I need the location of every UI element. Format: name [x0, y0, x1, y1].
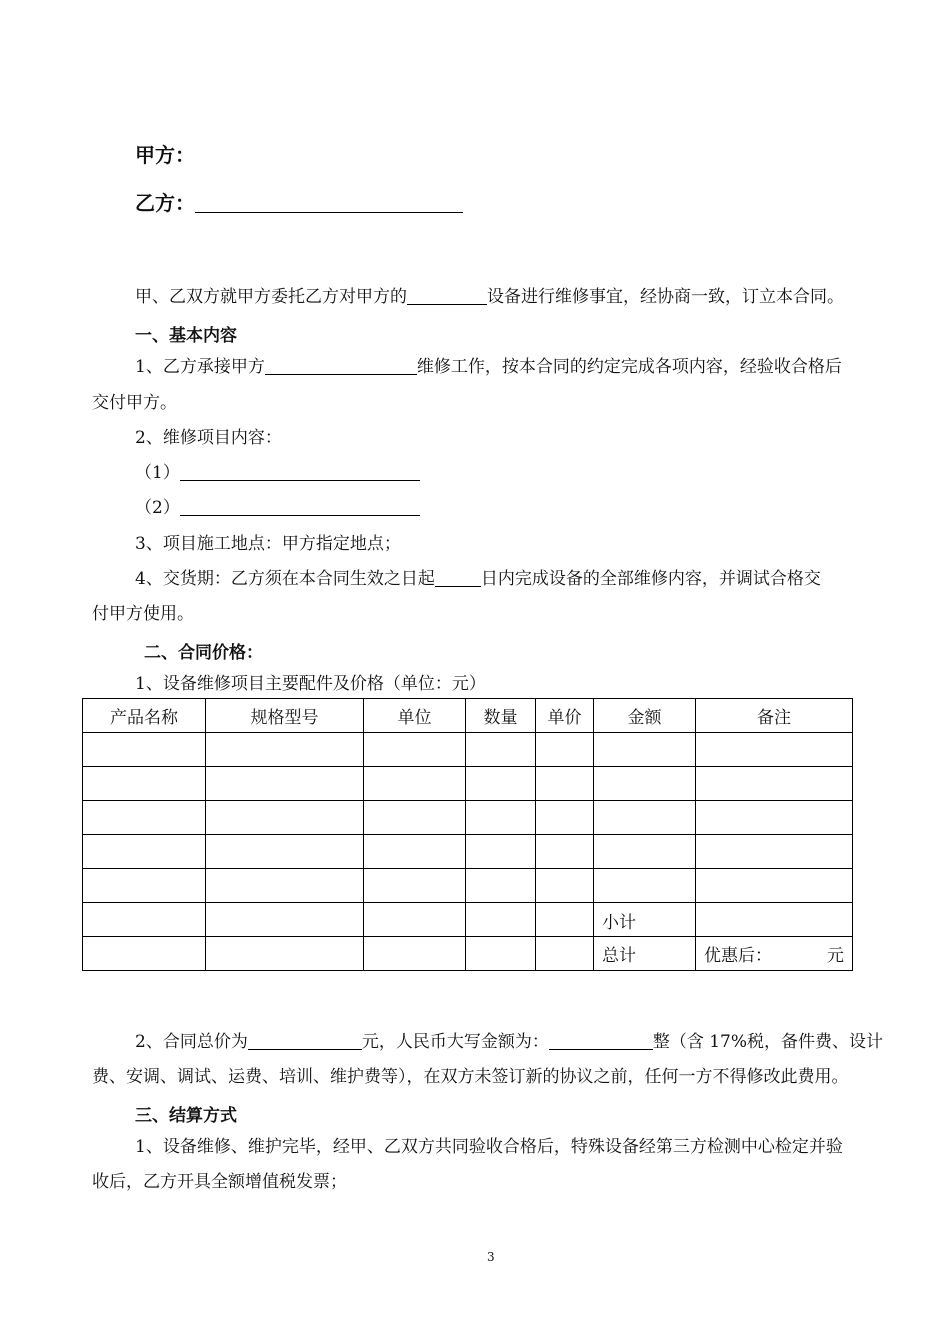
total-label: 总计 — [594, 937, 696, 971]
table-cell[interactable] — [364, 937, 466, 971]
table-cell[interactable] — [83, 937, 206, 971]
header-model: 规格型号 — [206, 699, 364, 733]
section1-item3: 3、项目施工地点：甲方指定地点； — [135, 534, 401, 554]
table-cell[interactable] — [466, 903, 536, 937]
table-cell[interactable] — [206, 767, 364, 801]
table-cell[interactable] — [696, 733, 853, 767]
intro-text-2: 设备进行维修事宜，经协商一致，订立本合同。 — [487, 287, 844, 307]
intro-text-1: 甲、乙双方就甲方委托乙方对甲方的 — [135, 287, 407, 307]
section2-item2-cont: 费、安调、调试、运费、培训、维护费等），在双方未签订新的协议之前，任何一方不得修改此费用。 — [92, 1067, 849, 1087]
table-cell[interactable] — [466, 733, 536, 767]
table-cell[interactable] — [536, 937, 594, 971]
table-cell[interactable] — [536, 733, 594, 767]
section1-item1 — [135, 350, 842, 384]
section1-item2: 2、维修项目内容： — [135, 428, 282, 448]
intro-paragraph — [135, 280, 844, 314]
subtotal-label: 小计 — [594, 903, 696, 937]
total-text-3: 整（含 17%税，备件费、设计 — [652, 1032, 884, 1052]
table-cell[interactable] — [364, 835, 466, 869]
table-cell[interactable] — [466, 767, 536, 801]
table-cell[interactable] — [696, 835, 853, 869]
table-cell[interactable] — [536, 869, 594, 903]
item1-blank[interactable] — [265, 354, 417, 375]
header-quantity: 数量 — [466, 699, 536, 733]
section1-item1-cont: 交付甲方。 — [92, 393, 177, 413]
table-row — [83, 767, 853, 801]
table-cell[interactable] — [466, 937, 536, 971]
table-total-row — [83, 937, 853, 971]
table-cell[interactable] — [536, 903, 594, 937]
table-cell[interactable] — [466, 835, 536, 869]
delivery-days-blank[interactable] — [435, 566, 481, 587]
table-cell[interactable] — [206, 937, 364, 971]
table-row — [83, 733, 853, 767]
table-cell[interactable] — [83, 869, 206, 903]
table-cell[interactable] — [206, 733, 364, 767]
section3-title: 三、结算方式 — [135, 1106, 237, 1126]
table-cell[interactable] — [594, 835, 696, 869]
table-header-row — [83, 699, 853, 733]
table-cell[interactable] — [466, 869, 536, 903]
table-cell[interactable] — [83, 903, 206, 937]
discount-label: 优惠后： — [704, 946, 772, 966]
party-a-label: 甲方： — [135, 143, 195, 167]
table-cell[interactable] — [83, 733, 206, 767]
header-remarks: 备注 — [696, 699, 853, 733]
party-b-label — [135, 187, 463, 216]
header-product-name: 产品名称 — [83, 699, 206, 733]
table-cell[interactable] — [364, 733, 466, 767]
table-cell[interactable] — [696, 801, 853, 835]
item1-text-1: 1、乙方承接甲方 — [135, 357, 265, 377]
header-unit: 单位 — [364, 699, 466, 733]
table-cell[interactable] — [536, 801, 594, 835]
section2-title: 二、合同价格： — [144, 643, 263, 663]
table-cell[interactable] — [364, 767, 466, 801]
section1-title: 一、基本内容 — [135, 326, 237, 346]
table-caption: 1、设备维修项目主要配件及价格（单位：元） — [135, 674, 486, 694]
subtotal-value-cell[interactable] — [696, 903, 853, 937]
item4-text-2: 日内完成设备的全部维修内容，并调试合格交 — [480, 569, 821, 589]
price-table — [82, 698, 853, 971]
table-cell[interactable] — [206, 801, 364, 835]
table-cell[interactable] — [594, 733, 696, 767]
table-cell[interactable] — [536, 835, 594, 869]
table-cell[interactable] — [536, 767, 594, 801]
sub2-label: （2） — [135, 498, 180, 518]
table-cell[interactable] — [364, 801, 466, 835]
section2-item2 — [135, 1025, 883, 1059]
section1-item4 — [135, 562, 821, 596]
table-cell[interactable] — [594, 801, 696, 835]
table-cell[interactable] — [83, 767, 206, 801]
table-cell[interactable] — [206, 869, 364, 903]
header-amount: 金额 — [594, 699, 696, 733]
page-number: 3 — [487, 1250, 495, 1264]
table-row — [83, 835, 853, 869]
total-words-blank[interactable] — [549, 1029, 653, 1050]
table-cell[interactable] — [696, 767, 853, 801]
header-unit-price: 单价 — [536, 699, 594, 733]
table-cell[interactable] — [364, 869, 466, 903]
table-cell[interactable] — [83, 835, 206, 869]
sub1-blank[interactable] — [180, 460, 420, 481]
table-cell[interactable] — [466, 801, 536, 835]
sub1-label: （1） — [135, 463, 180, 483]
item4-text-1: 4、交货期：乙方须在本合同生效之日起 — [135, 569, 435, 589]
discount-cell[interactable] — [696, 937, 853, 971]
equipment-blank[interactable] — [407, 284, 487, 305]
section1-item2-sub1 — [135, 456, 420, 490]
table-row — [83, 869, 853, 903]
currency-unit: 元 — [827, 946, 844, 966]
table-row — [83, 801, 853, 835]
section3-item1: 1、设备维修、维护完毕，经甲、乙双方共同验收合格后，特殊设备经第三方检测中心检定并验 — [135, 1137, 843, 1157]
item1-text-2: 维修工作，按本合同的约定完成各项内容，经验收合格后 — [416, 357, 842, 377]
table-cell[interactable] — [206, 835, 364, 869]
table-cell[interactable] — [594, 767, 696, 801]
table-subtotal-row — [83, 903, 853, 937]
total-text-1: 2、合同总价为 — [135, 1032, 248, 1052]
table-cell[interactable] — [594, 869, 696, 903]
section3-item1-cont: 收后，乙方开具全额增值税发票； — [92, 1172, 347, 1192]
table-cell[interactable] — [364, 903, 466, 937]
section1-item4-cont: 付甲方使用。 — [92, 604, 194, 624]
table-cell[interactable] — [206, 903, 364, 937]
party-b-label-text: 乙方： — [135, 191, 195, 215]
section1-item2-sub2 — [135, 491, 420, 525]
party-b-blank[interactable] — [195, 192, 463, 213]
total-text-2: 元，人民币大写金额为： — [361, 1032, 549, 1052]
sub2-blank[interactable] — [180, 495, 420, 516]
table-cell[interactable] — [696, 869, 853, 903]
table-cell[interactable] — [83, 801, 206, 835]
total-price-blank[interactable] — [248, 1029, 362, 1050]
